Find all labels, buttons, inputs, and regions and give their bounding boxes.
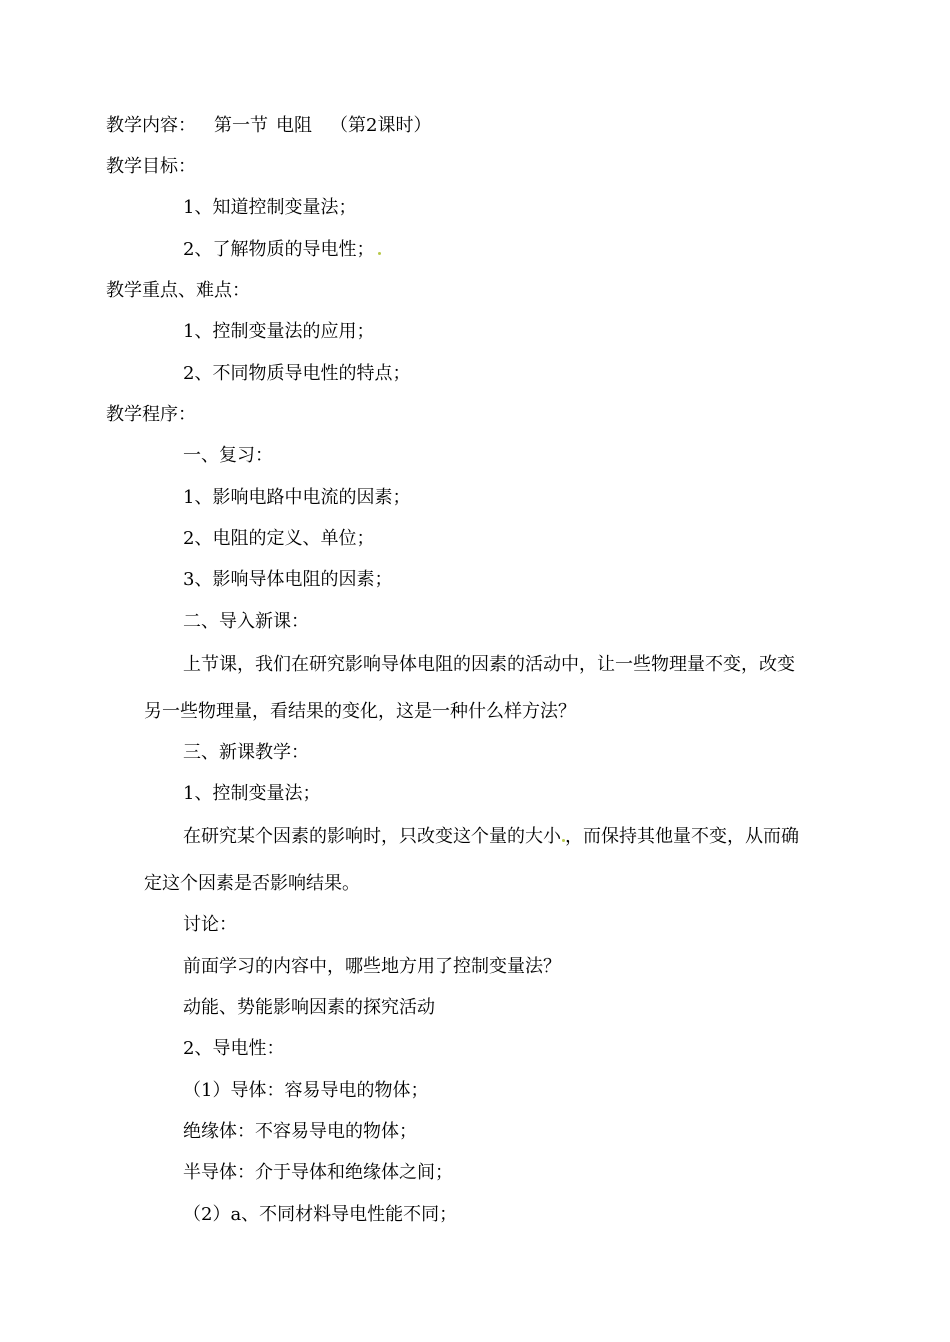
intro-heading: 二、导入新课： xyxy=(183,611,309,632)
intro-paragraph-line: 上节课，我们在研究影响导体电阻的因素的活动中，让一些物理量不变，改变 xyxy=(183,654,795,675)
review-item: 1、影响电路中电流的因素； xyxy=(183,487,411,508)
discussion-label: 讨论： xyxy=(183,914,237,935)
stray-dot-mark xyxy=(378,252,381,255)
review-item: 3、影响导体电阻的因素； xyxy=(183,569,393,590)
objectives-heading: 教学目标： xyxy=(106,156,196,177)
key-points-heading: 教学重点、难点： xyxy=(106,280,250,301)
review-item: 2、电阻的定义、单位； xyxy=(183,528,375,549)
semiconductor-definition: 半导体：介于导体和绝缘体之间； xyxy=(183,1162,453,1183)
key-point-item: 1、控制变量法的应用； xyxy=(183,321,375,342)
review-heading: 一、复习： xyxy=(183,445,273,466)
intro-paragraph-line: 另一些物理量，看结果的变化，这是一种什么样方法？ xyxy=(144,701,576,722)
objective-item: 1、知道控制变量法； xyxy=(183,197,357,218)
lesson-title: 电阻 xyxy=(276,115,312,136)
conductivity-heading: 2、导电性： xyxy=(183,1038,285,1059)
control-variable-heading: 1、控制变量法； xyxy=(183,783,321,804)
materials-conductivity: （2）a、不同材料导电性能不同； xyxy=(183,1204,458,1225)
objective-item: 2、了解物质的导电性； xyxy=(183,238,381,262)
lesson-period: （第2课时） xyxy=(330,115,432,136)
conductor-definition: （1）导体：容易导电的物体； xyxy=(183,1080,429,1101)
new-lesson-heading: 三、新课教学： xyxy=(183,742,309,763)
control-variable-paragraph-line: 在研究某个因素的影响时，只改变这个量的大小 ，而保持其他量不变，从而确 xyxy=(183,826,799,847)
procedure-heading: 教学程序： xyxy=(106,404,196,425)
discussion-question: 前面学习的内容中，哪些地方用了控制变量法？ xyxy=(183,956,561,977)
control-variable-paragraph-line: 定这个因素是否影响结果。 xyxy=(144,873,360,894)
section-number: 第一节 xyxy=(214,115,268,136)
lesson-content-line xyxy=(106,114,431,138)
discussion-answer: 动能、势能影响因素的探究活动 xyxy=(183,997,435,1018)
content-label: 教学内容： xyxy=(106,115,196,136)
insulator-definition: 绝缘体：不容易导电的物体； xyxy=(183,1121,417,1142)
key-point-item: 2、不同物质导电性的特点； xyxy=(183,363,411,384)
